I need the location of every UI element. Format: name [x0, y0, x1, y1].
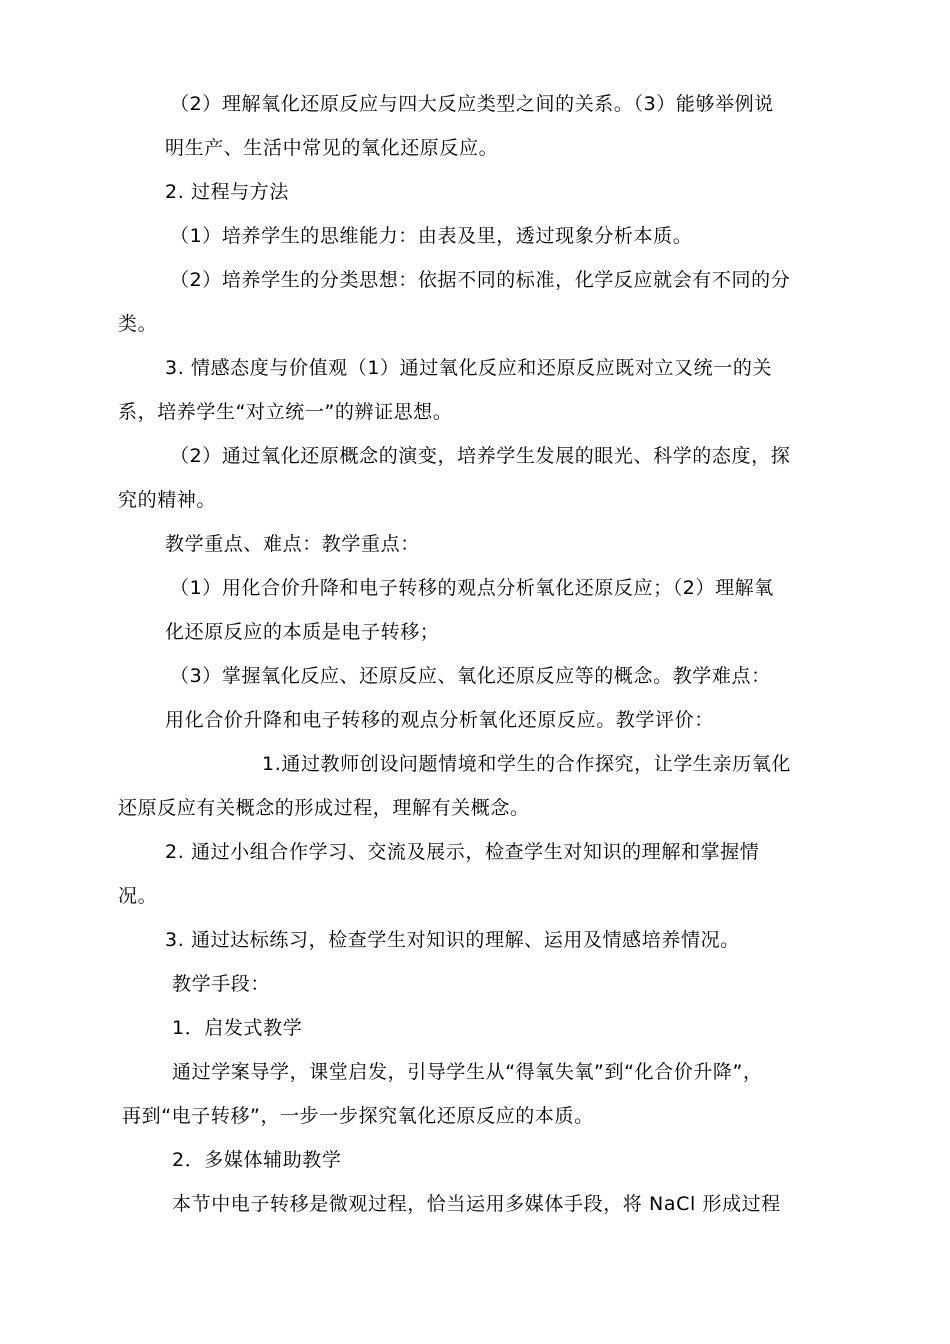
text-line: 2．多媒体辅助教学 — [172, 1149, 342, 1171]
text-line: 教学重点、难点：教学重点： — [165, 533, 420, 555]
text-line: 教学手段： — [172, 973, 271, 995]
text-line: （1）用化合价升降和电子转移的观点分析氧化还原反应；（2）理解氧 — [170, 577, 774, 599]
text-line: 究的精神。 — [118, 489, 217, 511]
text-line: 还原反应有关概念的形成过程，理解有关概念。 — [118, 797, 530, 819]
text-line: 通过学案导学，课堂启发，引导学生从“得氧失氧”到“化合价升降”， — [172, 1061, 763, 1083]
text-line: （2）理解氧化还原反应与四大反应类型之间的关系。（3）能够举例说 — [170, 93, 774, 115]
text-line: （2）培养学生的分类思想：依据不同的标准，化学反应就会有不同的分 — [170, 269, 791, 291]
text-line: 1.通过教师创设问题情境和学生的合作探究，让学生亲历氧化 — [262, 753, 791, 775]
text-line: （2）通过氧化还原概念的演变，培养学生发展的眼光、科学的态度，探 — [170, 445, 791, 467]
text-line: 2. 通过小组合作学习、交流及展示，检查学生对知识的理解和掌握情 — [165, 841, 760, 863]
text-line: 本节中电子转移是微观过程，恰当运用多媒体手段，将 NaCl 形成过程 — [172, 1193, 781, 1215]
text-line: 再到“电子转移”，一步一步探究氧化还原反应的本质。 — [122, 1105, 594, 1127]
text-line: 3. 情感态度与价值观（1）通过氧化反应和还原反应既对立又统一的关 — [165, 357, 773, 379]
text-line: 明生产、生活中常见的氧化还原反应。 — [165, 137, 499, 159]
text-line: 类。 — [118, 313, 158, 335]
text-line: 3. 通过达标练习，检查学生对知识的理解、运用及情感培养情况。 — [165, 929, 740, 951]
text-line: 况。 — [118, 885, 158, 907]
text-line: 化还原反应的本质是电子转移； — [165, 621, 440, 643]
text-line: （3）掌握氧化反应、还原反应、氧化还原反应等的概念。教学难点： — [170, 665, 771, 687]
text-line: 2. 过程与方法 — [165, 181, 289, 203]
text-line: 用化合价升降和电子转移的观点分析氧化还原反应。教学评价： — [165, 709, 714, 731]
text-line: （1）培养学生的思维能力：由表及里，透过现象分析本质。 — [170, 225, 693, 247]
text-line: 1．启发式教学 — [172, 1017, 303, 1039]
text-line: 系，培养学生“对立统一”的辨证思想。 — [118, 401, 453, 423]
